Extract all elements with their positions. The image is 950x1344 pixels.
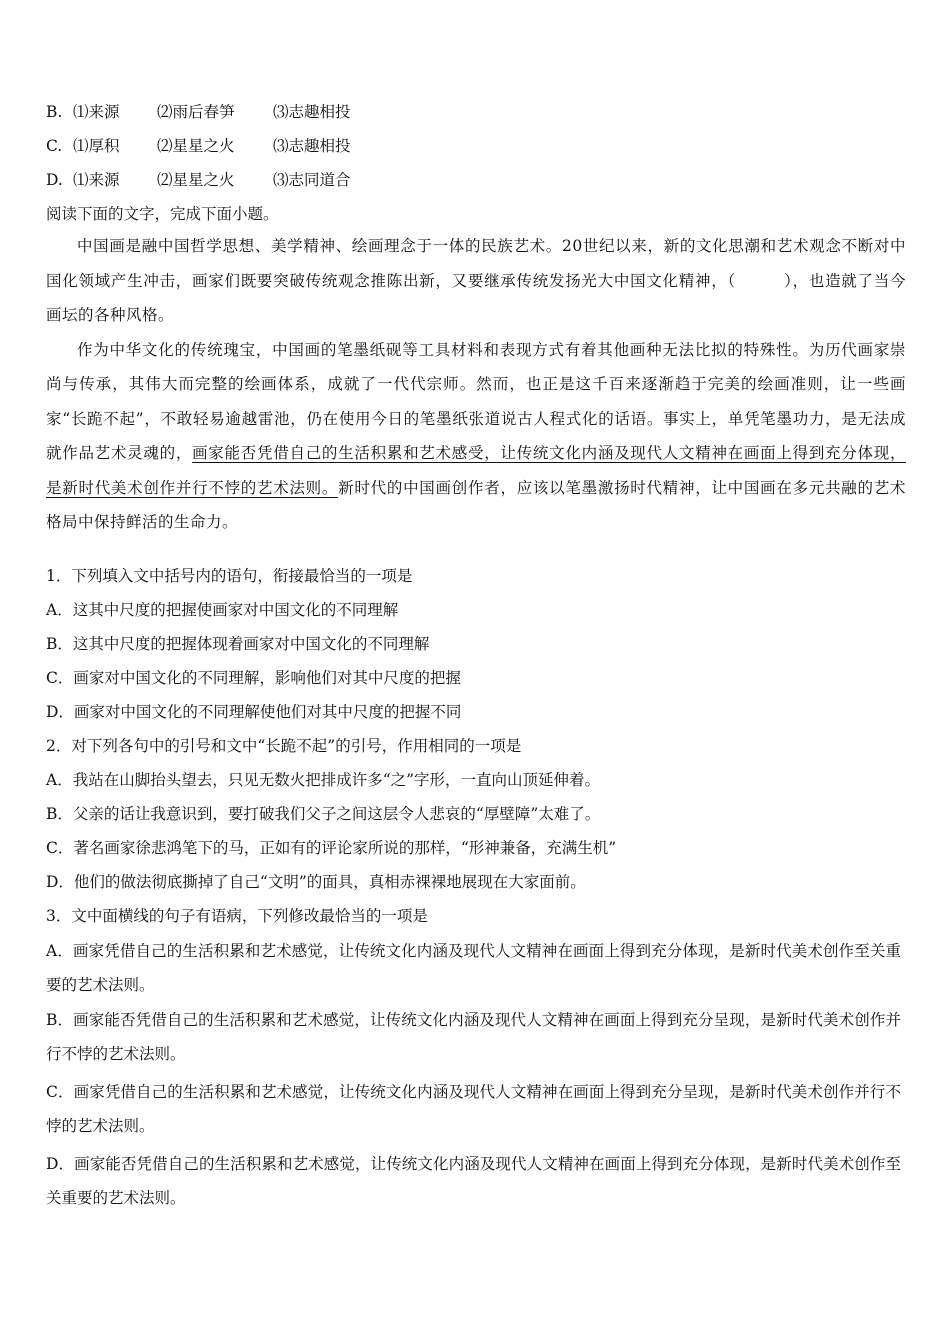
- choice-line-b: B. ⑴来源 ⑵雨后春笋 ⑶志趣相投: [46, 103, 351, 121]
- question-1-option-c: C．画家对中国文化的不同理解，影响他们对其中尺度的把握: [46, 669, 461, 687]
- question-2-option-b: B．父亲的话让我意识到，要打破我们父子之间这层令人悲哀的“厚壁障”太难了。: [46, 805, 601, 823]
- reading-instruction: 阅读下面的文字，完成下面小题。: [46, 205, 279, 223]
- question-1-option-a: A．这其中尺度的把握使画家对中国文化的不同理解: [46, 601, 399, 619]
- question-2-option-a: A．我站在山脚抬头望去，只见无数火把排成许多“之”字形，一直向山顶延伸着。: [46, 771, 601, 789]
- question-2-stem: 2．对下列各句中的引号和文中“长跪不起”的引号，作用相同的一项是: [46, 737, 522, 755]
- underlined-sentence: 画家能否凭借自己的生活积累和艺术感受，让传统文化内涵及现代人文精神在画面上得到充分体现，是新时代美术创作并行不悖的艺术法则。: [46, 444, 906, 497]
- question-2-option-d: D．他们的做法彻底撕掉了自己“文明”的面具，真相赤裸裸地展现在大家面前。: [46, 873, 586, 891]
- question-1-option-d: D．画家对中国文化的不同理解使他们对其中尺度的把握不同: [46, 703, 462, 721]
- passage-paragraph-2: 作为中华文化的传统瑰宝，中国画的笔墨纸砚等工具材料和表现方式有着其他画种无法比拟的特殊性。为历代画家崇尚与传承，其伟大而完整的绘画体系，成就了一代代宗师。然而，也正是这千百来逐渐趋于完美的绘画准则，让一些画家“长跪不起”，不敢轻易逾越雷池，仍在使用今日的笔墨纸张道说古人程式化的话语。事实上，单凭笔墨功力，是无法成就作品艺术灵魂的，画家能否凭借自己的生活积累和艺术感受，让传统文化内涵及现代人文精神在画面上得到充分体现，是新时代美术创作并行不悖的艺术法则。新时代的中国画创作者，应该以笔墨激扬时代精神，让中国画在多元共融的艺术格局中保持鲜活的生命力。: [46, 340, 906, 531]
- question-3-option-b: B．画家能否凭借自己的生活积累和艺术感觉，让传统文化内涵及现代人文精神在画面上得到充分呈现，是新时代美术创作并行不悖的艺术法则。: [46, 1011, 901, 1063]
- question-2-option-c: C．著名画家徐悲鸿笔下的马，正如有的评论家所说的那样，“形神兼备，充满生机”: [46, 839, 617, 857]
- question-3-stem: 3．文中面横线的句子有语病，下列修改最恰当的一项是: [46, 907, 428, 925]
- question-1-stem: 1．下列填入文中括号内的语句，衔接最恰当的一项是: [46, 567, 413, 585]
- question-3-option-c: C．画家凭借自己的生活积累和艺术感觉，让传统文化内涵及现代人文精神在画面上得到充分呈现，是新时代美术创作并行不悖的艺术法则。: [46, 1083, 901, 1135]
- question-3-option-d: D．画家能否凭借自己的生活积累和艺术感觉，让传统文化内涵及现代人文精神在画面上得到充分体现，是新时代美术创作至关重要的艺术法则。: [46, 1155, 901, 1207]
- question-3-option-a: A．画家凭借自己的生活积累和艺术感觉，让传统文化内涵及现代人文精神在画面上得到充分体现，是新时代美术创作至关重要的艺术法则。: [46, 942, 901, 994]
- choice-line-d: D. ⑴来源 ⑵星星之火 ⑶志同道合: [46, 171, 351, 189]
- choice-line-c: C. ⑴厚积 ⑵星星之火 ⑶志趣相投: [46, 137, 351, 155]
- reading-passage: [46, 229, 906, 540]
- passage-paragraph-1: 中国画是融中国哲学思想、美学精神、绘画理念于一体的民族艺术。20世纪以来，新的文化思潮和艺术观念不断对中国化领域产生冲击，画家们既要突破传统观念推陈出新，又要继承传统发扬光大中国文化精神，（ ），也造就了当今画坛的各种风格。: [46, 237, 906, 324]
- question-1-option-b: B．这其中尺度的把握体现着画家对中国文化的不同理解: [46, 635, 430, 653]
